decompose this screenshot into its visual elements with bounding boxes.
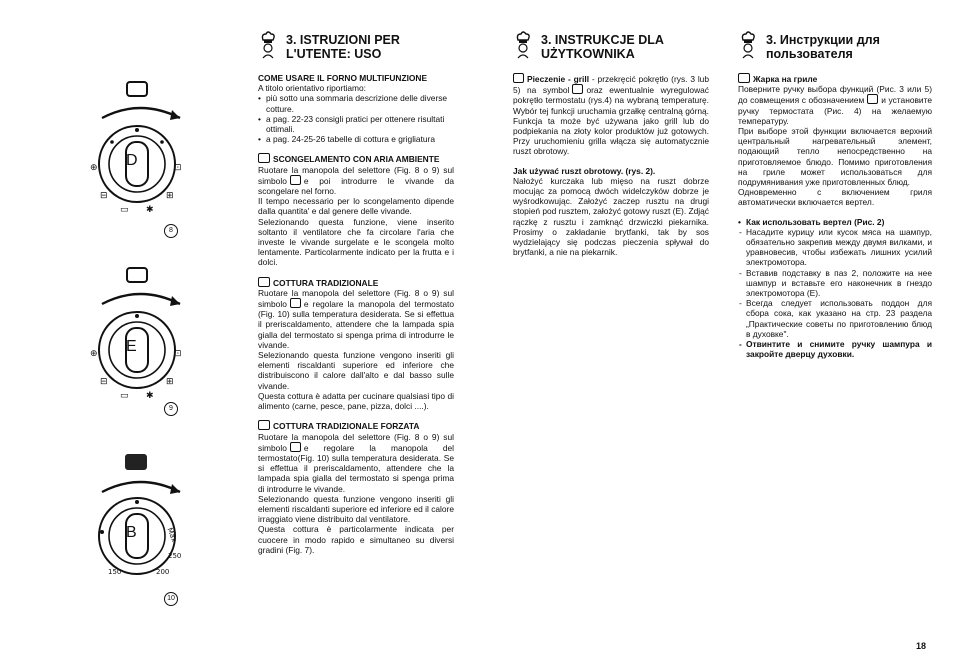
traditional-heading: COTTURA TRADIZIONALE (273, 277, 379, 288)
rotisserie-heading: • Как использовать вертел (Рис. 2) (738, 217, 932, 227)
section-title: 3. ISTRUZIONI PER L'UTENTE: USO (286, 33, 400, 61)
chef-icon (258, 30, 278, 60)
grill-icon (572, 84, 583, 94)
intro-list (258, 93, 454, 144)
grill-icon (867, 94, 878, 104)
svg-text:⊕: ⊕ (90, 349, 98, 359)
figure-9 (84, 266, 196, 416)
section-title: 3. Инструкции для пользователя (766, 33, 880, 61)
svg-text:✱: ✱ (146, 391, 154, 401)
svg-text:⊟: ⊟ (100, 191, 108, 201)
chef-icon (738, 30, 758, 60)
figure-9-knob-letter: E (126, 338, 137, 355)
svg-text:⊞: ⊞ (166, 191, 174, 201)
page-number: 18 (915, 641, 926, 651)
figure-9-number: 9 (164, 402, 178, 416)
chef-icon (513, 30, 533, 60)
figure-8-number: 8 (164, 224, 178, 238)
svg-text:Max: Max (165, 526, 179, 544)
polish-column: 3. INSTRUKCJE DLA UŻYTKOWNIKA Pieczenie - grill - przekręcić pokrętło (rys. 3 lub 5) na symbol oraz ewentualnie wyregulować pokrętło termostatu (rys.4) na wybraną temperaturę. Wybór tej funkcji uruchamia grzałkę centralną górną. Funkcja ta może być używana jako grill lub do podpiekania na złoty kolor produktów już gotowych. Przy uruchomieniu grilla włącza się automatycznie ruszt obrotowy. Jak używać ruszt obrotowy. (rys. 2). Nałożyć kurczaka lub mięso na ruszt dobrze mocując za pomocą dwóch widelczyków dobrze je wyśrodkowując. Założyć zaczep rusztu na drugi stopień pod rusztem, założyć gotowy ruszt (E). Zdjąć rączkę z rusztu i zamknąć drzwiczki piekarnika. Prosimy o zakładanie brytfanki, tak by sos wydzielający się podczas pieczenia spływał do brytfanki, a nie na piekarnik. (513, 30, 709, 266)
list-item: - Вставив подставку в паз 2, положите на нее шампур и вставьте его наконечник в гнездо электромотора (E). (738, 268, 932, 299)
svg-text:⊡: ⊡ (174, 163, 182, 173)
intro-text: A titolo orientativo riportiamo: (258, 83, 366, 94)
figure-8 (84, 80, 196, 230)
grill-icon (738, 73, 750, 83)
fan-forced-icon (258, 420, 270, 430)
svg-text:150: 150 (108, 568, 122, 576)
svg-text:200: 200 (156, 568, 170, 576)
list-item: • più sotto una sommaria descrizione delle diverse cotture. (258, 93, 454, 113)
defrost-heading: SCONGELAMENTO CON ARIA AMBIENTE (273, 154, 440, 165)
figure-10-knob-letter: B (126, 524, 137, 541)
section-title: 3. INSTRUKCJE DLA UŻYTKOWNIKA (541, 33, 664, 61)
list-item: - Всегда следует использовать поддон для сбора сока, как указано на стр. 23 раздела „Практические советы по приготовлению блюд в духовке". (738, 298, 932, 339)
defrost-icon (258, 153, 270, 163)
grill-heading: Жарка на гриле (753, 74, 818, 84)
rotisserie-steps (738, 227, 932, 360)
figure-10-number: 10 (164, 592, 178, 606)
fan-forced-icon (290, 442, 301, 452)
figure-10 (84, 450, 196, 600)
fan-forced-heading: COTTURA TRADIZIONALE FORZATA (273, 421, 420, 432)
defrost-icon (290, 175, 301, 185)
svg-text:250: 250 (168, 552, 182, 560)
list-item: • a pag. 24-25-26 tabelle di cottura e grigliatura (258, 134, 454, 144)
svg-text:⊞: ⊞ (166, 377, 174, 387)
list-item: • a pag. 22-23 consigli pratici per ottenere risultati ottimali. (258, 114, 454, 134)
grill-icon (513, 73, 524, 83)
svg-text:▭: ▭ (120, 205, 129, 215)
svg-text:⊟: ⊟ (100, 377, 108, 387)
figure-8-knob-letter: D (126, 152, 138, 169)
traditional-cooking-icon (258, 277, 270, 287)
italian-column: 3. ISTRUZIONI PER L'UTENTE: USO COME USARE IL FORNO MULTIFUNZIONE A titolo orientativo riportiamo: • più sotto una sommaria descrizione delle diverse cotture. • a pag. 22-23 consigli pratici per ottenere risultati ottimali. • a pag. 24-25-26 tabelle di cottura e grigliatura SCONGELAMENTO CON ARIA AMBIENTE Ruotare la manopola del selettore (Fig. 8 o 9) sul simbolo e poi introdurre le vivande da scongelare nel forno. Il tempo necessario per lo scongelamento dipende dalla quantita' e dal genere delle vivande. Selezionando questa funzione, viene inserito soltanto il ventilatore che fa circolare l'aria che investe le vivande surgelate e le scongela molto lentamente. Particolarmente indicato per la frutta e i dolci. COTTURA TRADIZIONALE Ruotare la manopola del selettore (Fig. 8 o 9) sul simbolo e regolare la manopola del termostato (Fig. 10) sulla temperatura desiderata. Se si effettua il preriscaldamento, attendere che la lampada spia gialla del termostato si spenga prima di introdurre le vivande. Selezionando questa funzione vengono inseriti gli elementi riscaldanti superiore ed inferiore che distribuiscono il calore dall'alto e dal basso sulle vivande. Questa cottura è adatta per cucinare qualsiasi tipo di alimento (carne, pesce, pane, pizza, dolci ....). COTTURA TRADIZIONALE FORZATA Ruotare la manopola del selettore (Fig. 8 o 9) sul simbolo e regolare la manopola del termostato(Fig. 10) sulla temperatura desiderata. Se si effettua il preriscaldamento, attendere che la lampada spia gialla del termostato si spenga prima di introdurre le vivande. Selezionando questa funzione vengono inseriti gli elementi riscaldanti superiore ed inferiore ed il calore irraggiato viene distribuito dal ventilatore. Questa cottura è particolarmente indicata per cuocere in modo rapido e simultaneo su diversi gradini (Fig. 7). (258, 30, 454, 564)
intro-heading: COME USARE IL FORNO MULTIFUNZIONE (258, 73, 428, 83)
list-item: - Насадите курицу или кусок мяса на шампур, обязательно закрепив между двумя вилками, и уравновесив, чтобы избежать лишних усилий электромотора. (738, 227, 932, 268)
russian-column: 3. Инструкции для пользователя Жарка на гриле Поверните ручку выбора функций (Рис. 3 или 5) до совмещения с обозначением и установите ручку термостата (Рис. 4) на желаемую температуру. При выборе этой функции включается верхний центральный нагревательный элемент, подающий тепло непосредственно на приготовляемое блюдо. Помимо приготовления на гриле может использоваться для подрумянивания уже приготовленных блюд. Одновременно с включением гриля автоматически включается вертел. • Как использовать вертел (Рис. 2) - Насадите курицу или кусок мяса на шампур, обязательно закрепив между двумя вилками, и уравновесив, чтобы избежать лишних усилий электромотора. - Вставив подставку в паз 2, положите на нее шампур и вставьте его наконечник в гнездо электромотора (E). - Всегда следует использовать поддон для сбора сока, как указано на стр. 23 раздела „Практические советы по приготовлению блюд в духовке". - Отвинтите и снимите ручку шампура и закройте дверцу духовки. (738, 30, 932, 368)
svg-text:⊕: ⊕ (90, 163, 98, 173)
traditional-cooking-icon (290, 298, 301, 308)
svg-text:▭: ▭ (120, 391, 129, 401)
svg-text:✱: ✱ (146, 205, 154, 215)
list-item: - Отвинтите и снимите ручку шампура и закройте дверцу духовки. (738, 339, 932, 359)
svg-text:⊡: ⊡ (174, 349, 182, 359)
rotisserie-heading: Jak używać ruszt obrotowy. (rys. 2). (513, 165, 656, 176)
